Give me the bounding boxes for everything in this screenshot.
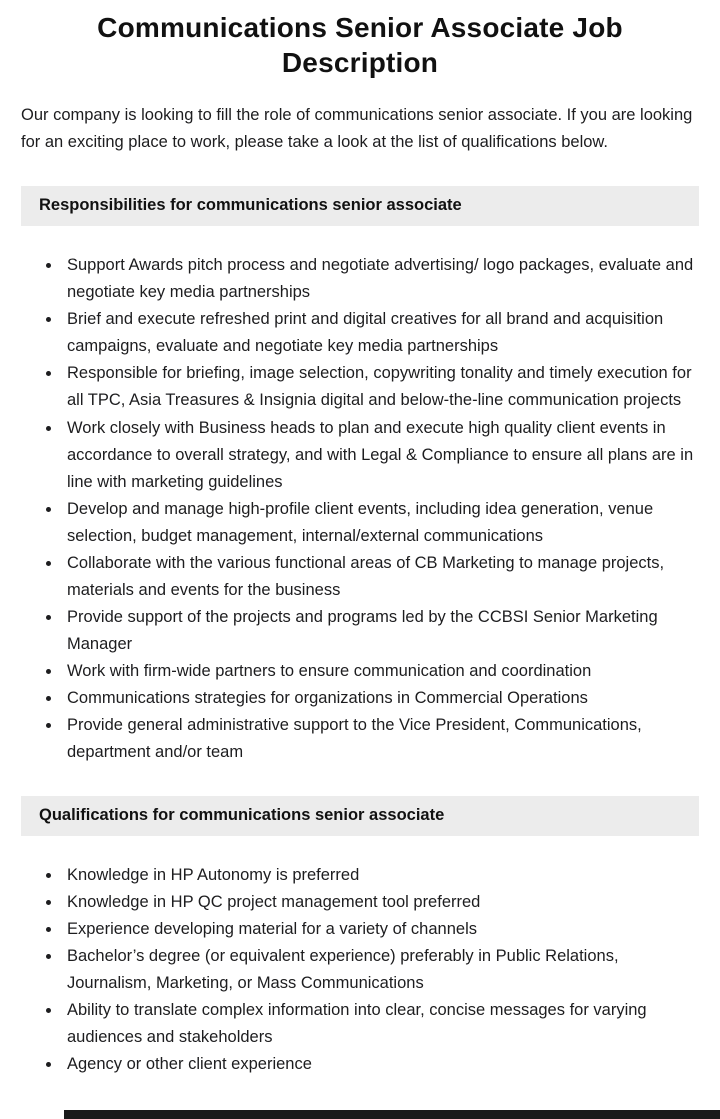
responsibilities-section xyxy=(21,186,699,766)
list-item: • Knowledge in HP QC project management tool preferred xyxy=(62,889,699,916)
list-item: • Provide support of the projects and programs led by the CCBSI Senior Marketing Manager xyxy=(62,604,699,658)
list-item: • Experience developing material for a variety of channels xyxy=(62,916,699,943)
list-item: • Work with firm-wide partners to ensure communication and coordination xyxy=(62,658,699,685)
qualifications-list xyxy=(21,862,699,1078)
list-item: • Responsible for briefing, image selection, copywriting tonality and timely execution for all TPC, Asia Treasures & Insignia digital and below-the-line communication projects xyxy=(62,360,699,414)
qualifications-heading: Qualifications for communications senior associate xyxy=(21,796,699,836)
responsibilities-list xyxy=(21,252,699,766)
footer-bar xyxy=(64,1110,720,1119)
responsibilities-heading: Responsibilities for communications senior associate xyxy=(21,186,699,226)
list-item: • Collaborate with the various functional areas of CB Marketing to manage projects, materials and events for the business xyxy=(62,550,699,604)
intro-paragraph: Our company is looking to fill the role of communications senior associate. If you are looking for an exciting place to work, please take a look at the list of qualifications below. xyxy=(21,106,693,152)
page-title: Communications Senior Associate Job Description xyxy=(97,12,623,78)
list-item: • Brief and execute refreshed print and digital creatives for all brand and acquisition campaigns, evaluate and negotiate key media partnerships xyxy=(62,306,699,360)
list-item: • Bachelor’s degree (or equivalent experience) preferably in Public Relations, Journalism, Marketing, or Mass Communications xyxy=(62,943,699,997)
list-item: • Knowledge in HP Autonomy is preferred xyxy=(62,862,699,889)
list-item: • Communications strategies for organizations in Commercial Operations xyxy=(62,685,699,712)
list-item: • Work closely with Business heads to plan and execute high quality client events in accordance to overall strategy, and with Legal & Compliance to ensure all plans are in line with marketing guidelines xyxy=(62,415,699,496)
list-item: • Support Awards pitch process and negotiate advertising/ logo packages, evaluate and negotiate key media partnerships xyxy=(62,252,699,306)
list-item: • Provide general administrative support to the Vice President, Communications, department and/or team xyxy=(62,712,699,766)
list-item: • Ability to translate complex information into clear, concise messages for varying audiences and stakeholders xyxy=(62,997,699,1051)
list-item: • Develop and manage high-profile client events, including idea generation, venue selection, budget management, internal/external communications xyxy=(62,496,699,550)
qualifications-section xyxy=(21,796,699,1078)
list-item: • Agency or other client experience xyxy=(62,1051,699,1078)
